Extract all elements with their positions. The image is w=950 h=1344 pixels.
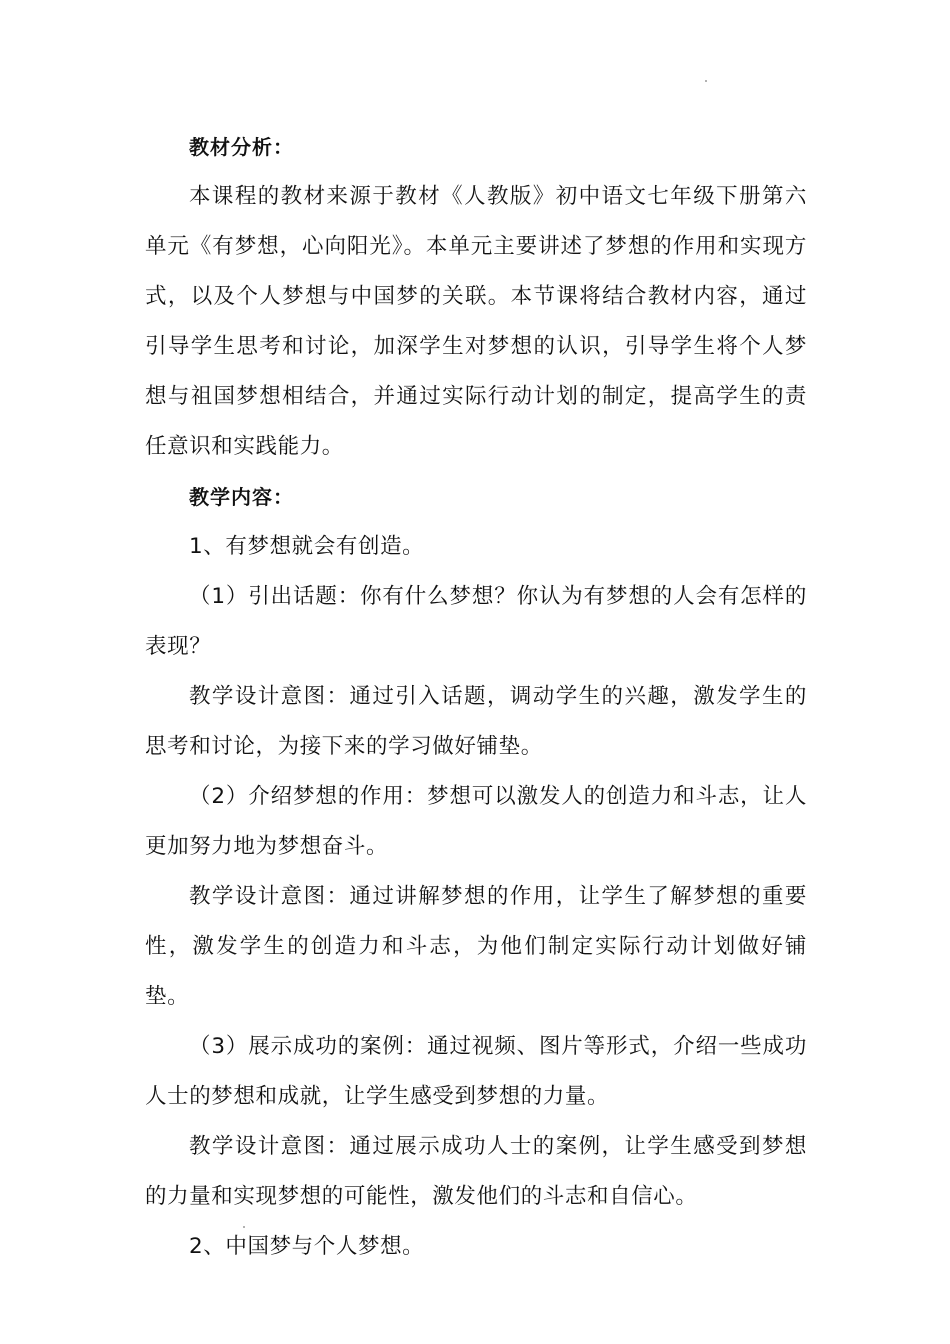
textbook-analysis-paragraph: 本课程的教材来源于教材《人教版》初中语文七年级下册第六单元《有梦想，心向阳光》。本单元主要讲述了梦想的作用和实现方式，以及个人梦想与中国梦的关联。本节课将结合教材内容，通过引导学生思考和讨论，加深学生对梦想的认识，引导学生将个人梦想与祖国梦想相结合，并通过实际行动计划的制定，提高学生的责任意识和实践能力。	[145, 184, 807, 459]
design-intent-3: 教学设计意图：通过展示成功人士的案例，让学生感受到梦想的力量和实现梦想的可能性，激发他们的斗志和自信心。	[145, 1134, 807, 1209]
section-heading-teaching-content: 教学内容：	[189, 485, 294, 509]
document-body	[145, 122, 807, 1272]
design-intent-2: 教学设计意图：通过讲解梦想的作用，让学生了解梦想的重要性，激发学生的创造力和斗志，为他们制定实际行动计划做好铺垫。	[145, 884, 807, 1009]
item-1-sub-3: （3）展示成功的案例：通过视频、图片等形式，介绍一些成功人士的梦想和成就，让学生感受到梦想的力量。	[145, 1034, 807, 1109]
item-1-sub-2: （2）介绍梦想的作用：梦想可以激发人的创造力和斗志，让人更加努力地为梦想奋斗。	[145, 784, 807, 859]
top-right-speck	[705, 80, 707, 82]
section-heading-textbook-analysis: 教材分析：	[189, 135, 294, 159]
item-1-sub-1: （1）引出话题：你有什么梦想？你认为有梦想的人会有怎样的表现？	[145, 584, 807, 659]
item-1-title: 1、有梦想就会有创造。	[189, 534, 425, 559]
design-intent-1: 教学设计意图：通过引入话题，调动学生的兴趣，激发学生的思考和讨论，为接下来的学习做好铺垫。	[145, 684, 807, 759]
item-2-title: 2、中国梦与个人梦想。	[189, 1234, 425, 1259]
